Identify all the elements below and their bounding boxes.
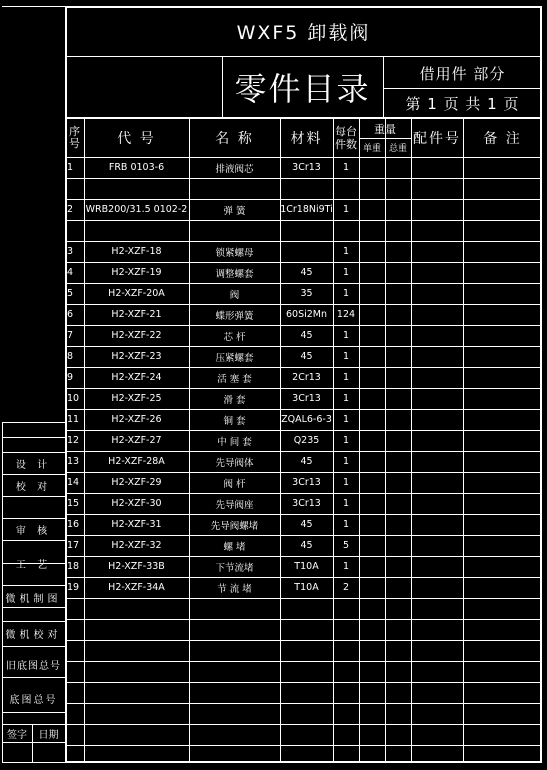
table-cell-code: H2-XZF-19 bbox=[111, 267, 162, 278]
table-cell-name: 先导阀座 bbox=[215, 499, 254, 511]
label-design: 设 计 bbox=[15, 459, 52, 471]
table-cell-material: 3Cr13 bbox=[292, 477, 321, 488]
col-total-weight: 总重 bbox=[388, 144, 407, 154]
table-cell-name: 调整螺套 bbox=[215, 268, 254, 280]
catalog-title: 零件目录 bbox=[234, 69, 371, 108]
table-cell-code: H2-XZF-32 bbox=[111, 540, 162, 551]
table-cell-qty: 1 bbox=[342, 372, 350, 383]
row-line bbox=[65, 682, 542, 683]
column-line bbox=[359, 117, 360, 763]
label-old-base-no: 旧底图总号 bbox=[6, 661, 61, 672]
table-cell-seq: 10 bbox=[67, 393, 80, 404]
side-line bbox=[2, 677, 65, 678]
col-per-unit: 每台件数 bbox=[335, 125, 357, 151]
table-cell-qty: 1 bbox=[342, 246, 350, 257]
table-cell-code: H2-XZF-20A bbox=[108, 288, 165, 299]
row-line bbox=[65, 619, 542, 620]
table-cell-qty: 1 bbox=[342, 162, 350, 173]
table-cell-qty: 2 bbox=[342, 582, 350, 593]
table-cell-material: 45 bbox=[300, 540, 313, 551]
table-cell-material: 2Cr13 bbox=[292, 372, 321, 383]
borrowed-label: 借用件 部分 bbox=[419, 64, 506, 83]
table-cell-code: H2-XZF-25 bbox=[111, 393, 162, 404]
table-cell-qty: 1 bbox=[342, 393, 350, 404]
side-line bbox=[2, 540, 65, 541]
table-cell-material bbox=[280, 178, 333, 199]
table-cell-qty: 1 bbox=[342, 204, 350, 215]
side-line bbox=[2, 712, 65, 713]
table-cell-name: 铜 套 bbox=[223, 415, 246, 427]
table-cell-qty: 1 bbox=[342, 498, 350, 509]
table-cell-name bbox=[189, 220, 280, 241]
row-line bbox=[65, 640, 542, 641]
table-cell-material: 1Cr18Ni9Ti bbox=[280, 204, 333, 215]
table-cell-name: 节 流 堵 bbox=[217, 583, 252, 595]
table-cell-code: H2-XZF-29 bbox=[111, 477, 162, 488]
table-cell-code: H2-XZF-33B bbox=[108, 561, 165, 572]
table-cell-material: T10A bbox=[294, 582, 319, 593]
side-line bbox=[2, 646, 65, 647]
table-cell-name: 排液阀芯 bbox=[215, 163, 254, 175]
table-cell-qty: 1 bbox=[342, 519, 350, 530]
table-cell-qty: 1 bbox=[342, 267, 350, 278]
row-line bbox=[65, 703, 542, 704]
table-cell-name: 压紧螺套 bbox=[215, 352, 254, 364]
table-cell-seq: 7 bbox=[67, 330, 74, 341]
side-line bbox=[2, 742, 65, 743]
row-line bbox=[65, 745, 542, 746]
table-cell-code: H2-XZF-24 bbox=[111, 372, 162, 383]
table-cell-name: 弹 簧 bbox=[223, 205, 246, 217]
table-cell-name: 阀 bbox=[229, 289, 240, 301]
table-cell-code: H2-XZF-28A bbox=[108, 456, 165, 467]
table-cell-qty: 1 bbox=[342, 414, 350, 425]
table-cell-name: 活 塞 套 bbox=[217, 373, 252, 385]
label-micro-draw: 微机制图 bbox=[5, 593, 62, 605]
col-name: 名 称 bbox=[215, 131, 254, 147]
table-cell-code: H2-XZF-27 bbox=[111, 435, 162, 446]
table-cell-name: 阀 杆 bbox=[223, 478, 246, 490]
col-unit-weight: 单重 bbox=[362, 144, 381, 154]
table-cell-seq: 12 bbox=[67, 435, 80, 446]
column-line bbox=[385, 117, 386, 763]
row-line bbox=[65, 724, 542, 725]
table-cell-material: 45 bbox=[300, 330, 313, 341]
table-cell-seq bbox=[67, 220, 84, 241]
table-cell-material bbox=[280, 220, 333, 241]
side-line bbox=[2, 496, 65, 497]
table-cell-seq: 17 bbox=[67, 540, 80, 551]
table-cell-code: H2-XZF-23 bbox=[111, 351, 162, 362]
table-cell-seq: 13 bbox=[67, 456, 80, 467]
table-cell-name: 蝶形弹簧 bbox=[215, 310, 254, 322]
table-cell-code: H2-XZF-31 bbox=[111, 519, 162, 530]
table-cell-material: ZQAL6-6-3 bbox=[281, 414, 332, 425]
table-cell-name: 锁紧螺母 bbox=[215, 247, 254, 259]
table-cell-seq: 9 bbox=[67, 372, 74, 383]
table-cell-code bbox=[84, 220, 189, 241]
col-part-no: 配件号 bbox=[413, 131, 461, 147]
label-review: 审 核 bbox=[15, 525, 52, 537]
table-cell-name: 中 间 套 bbox=[217, 436, 252, 448]
table-cell-code: H2-XZF-30 bbox=[111, 498, 162, 509]
table-cell-material: 45 bbox=[300, 267, 313, 278]
table-cell-qty: 1 bbox=[342, 351, 350, 362]
table-cell-seq: 14 bbox=[67, 477, 80, 488]
table-cell-qty: 1 bbox=[342, 435, 350, 446]
table-cell-material: 35 bbox=[300, 288, 313, 299]
table-cell-name: 下节流堵 bbox=[215, 562, 254, 574]
row-line bbox=[65, 598, 542, 599]
col-code: 代 号 bbox=[117, 131, 156, 147]
table-cell-seq bbox=[67, 178, 84, 199]
label-micro-check: 微机校对 bbox=[5, 630, 62, 641]
table-cell-qty bbox=[333, 220, 359, 241]
page-info: 第 1 页 共 1 页 bbox=[405, 94, 520, 113]
table-cell-name bbox=[189, 178, 280, 199]
table-cell-seq: 18 bbox=[67, 561, 80, 572]
label-sign: 签字 bbox=[7, 729, 27, 741]
table-cell-code: H2-XZF-18 bbox=[111, 246, 162, 257]
table-cell-name: 螺 堵 bbox=[223, 541, 246, 553]
side-line bbox=[2, 437, 65, 438]
label-check: 校 对 bbox=[15, 481, 52, 493]
table-cell-material: 3Cr13 bbox=[292, 162, 321, 173]
col-remarks: 备 注 bbox=[483, 131, 522, 147]
table-cell-seq: 19 bbox=[67, 582, 80, 593]
table-cell-code: H2-XZF-26 bbox=[111, 414, 162, 425]
table-cell-code: H2-XZF-21 bbox=[111, 309, 162, 320]
table-cell-material: 60Si2Mn bbox=[285, 309, 328, 320]
table-cell-material: Q235 bbox=[293, 435, 320, 446]
table-cell-qty: 1 bbox=[342, 561, 350, 572]
table-cell-qty: 5 bbox=[342, 540, 350, 551]
table-cell-material: 3Cr13 bbox=[292, 498, 321, 509]
table-cell-name: 芯 杆 bbox=[223, 331, 246, 343]
table-cell-seq: 16 bbox=[67, 519, 80, 530]
table-cell-seq: 2 bbox=[67, 204, 74, 215]
table-cell-code: H2-XZF-34A bbox=[108, 582, 165, 593]
table-cell-material: 45 bbox=[300, 351, 313, 362]
table-cell-material: T10A bbox=[294, 561, 319, 572]
col-material: 材料 bbox=[290, 131, 323, 147]
column-line bbox=[463, 117, 464, 763]
table-cell-material: 45 bbox=[300, 456, 313, 467]
table-cell-material bbox=[280, 241, 333, 262]
table-cell-code bbox=[84, 178, 189, 199]
label-process: 工 艺 bbox=[15, 559, 52, 571]
side-blank bbox=[2, 7, 65, 422]
table-cell-name: 滑 套 bbox=[223, 394, 246, 406]
table-cell-seq: 15 bbox=[67, 498, 80, 509]
table-cell-material: 3Cr13 bbox=[292, 393, 321, 404]
table-cell-qty: 1 bbox=[342, 288, 350, 299]
table-cell-seq: 11 bbox=[67, 414, 80, 425]
table-cell-code: H2-XZF-22 bbox=[111, 330, 162, 341]
table-cell-qty: 124 bbox=[336, 309, 356, 320]
label-base-no: 底图总号 bbox=[9, 695, 58, 706]
side-line bbox=[2, 422, 65, 423]
table-cell-seq: 1 bbox=[67, 162, 74, 173]
column-line bbox=[411, 117, 412, 763]
table-cell-seq: 3 bbox=[67, 246, 74, 257]
table-cell-seq: 8 bbox=[67, 351, 74, 362]
label-date: 日期 bbox=[38, 729, 59, 741]
table-cell-qty: 1 bbox=[342, 477, 350, 488]
document-title: WXF5 卸载阀 bbox=[236, 21, 371, 44]
table-cell-qty: 1 bbox=[342, 330, 350, 341]
row-line bbox=[65, 661, 542, 662]
table-cell-qty bbox=[333, 178, 359, 199]
table-cell-code: FRB 0103-6 bbox=[108, 162, 165, 173]
table-cell-qty: 1 bbox=[342, 456, 350, 467]
table-cell-seq: 6 bbox=[67, 309, 74, 320]
col-seq: 序号 bbox=[69, 125, 80, 150]
col-weight: 重量 bbox=[374, 122, 396, 136]
table-cell-seq: 4 bbox=[67, 267, 74, 278]
table-cell-material: 45 bbox=[300, 519, 313, 530]
table-cell-seq: 5 bbox=[67, 288, 74, 299]
table-cell-name: 先导阀体 bbox=[215, 457, 254, 469]
table-cell-code: WRB200/31.5 0102-2 bbox=[85, 204, 188, 215]
table-cell-name: 先导阀螺堵 bbox=[210, 520, 259, 532]
